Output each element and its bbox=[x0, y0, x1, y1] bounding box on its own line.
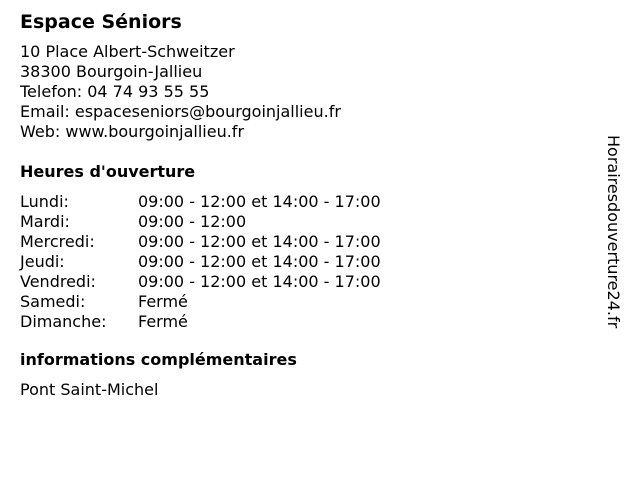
hours-title: Heures d'ouverture bbox=[20, 162, 196, 181]
address-web: Web: www.bourgoinjallieu.fr bbox=[20, 122, 245, 141]
hours-time: 09:00 - 12:00 et 14:00 - 17:00 bbox=[138, 232, 381, 251]
hours-day: Jeudi: bbox=[20, 252, 65, 271]
main-content bbox=[20, 10, 590, 400]
hours-time: 09:00 - 12:00 et 14:00 - 17:00 bbox=[138, 272, 381, 291]
hours-day: Mardi: bbox=[20, 212, 70, 231]
address-email: Email: espaceseniors@bourgoinjallieu.fr bbox=[20, 102, 341, 121]
hours-time: 09:00 - 12:00 et 14:00 - 17:00 bbox=[138, 192, 381, 211]
hours-day: Lundi: bbox=[20, 192, 69, 211]
hours-day: Mercredi: bbox=[20, 232, 95, 251]
address-block bbox=[20, 42, 590, 142]
hours-time: 09:00 - 12:00 et 14:00 - 17:00 bbox=[138, 252, 381, 271]
hours-row bbox=[20, 232, 590, 252]
hours-day: Vendredi: bbox=[20, 272, 96, 291]
address-city: 38300 Bourgoin-Jallieu bbox=[20, 62, 203, 81]
hours-day: Dimanche: bbox=[20, 312, 107, 331]
info-text: Pont Saint-Michel bbox=[20, 380, 159, 399]
hours-row bbox=[20, 252, 590, 272]
brand-vertical-text: Horairesdouverture24.fr bbox=[604, 135, 623, 329]
hours-time: Fermé bbox=[138, 312, 188, 331]
address-street: 10 Place Albert-Schweitzer bbox=[20, 42, 235, 61]
info-title: informations complémentaires bbox=[20, 350, 297, 369]
page-title: Espace Séniors bbox=[20, 11, 182, 33]
hours-time: Fermé bbox=[138, 292, 188, 311]
hours-row bbox=[20, 212, 590, 232]
hours-row bbox=[20, 312, 590, 332]
hours-day: Samedi: bbox=[20, 292, 86, 311]
hours-table bbox=[20, 192, 590, 332]
address-phone: Telefon: 04 74 93 55 55 bbox=[20, 82, 210, 101]
hours-row bbox=[20, 192, 590, 212]
hours-time: 09:00 - 12:00 bbox=[138, 212, 247, 231]
hours-row bbox=[20, 272, 590, 292]
hours-row bbox=[20, 292, 590, 312]
